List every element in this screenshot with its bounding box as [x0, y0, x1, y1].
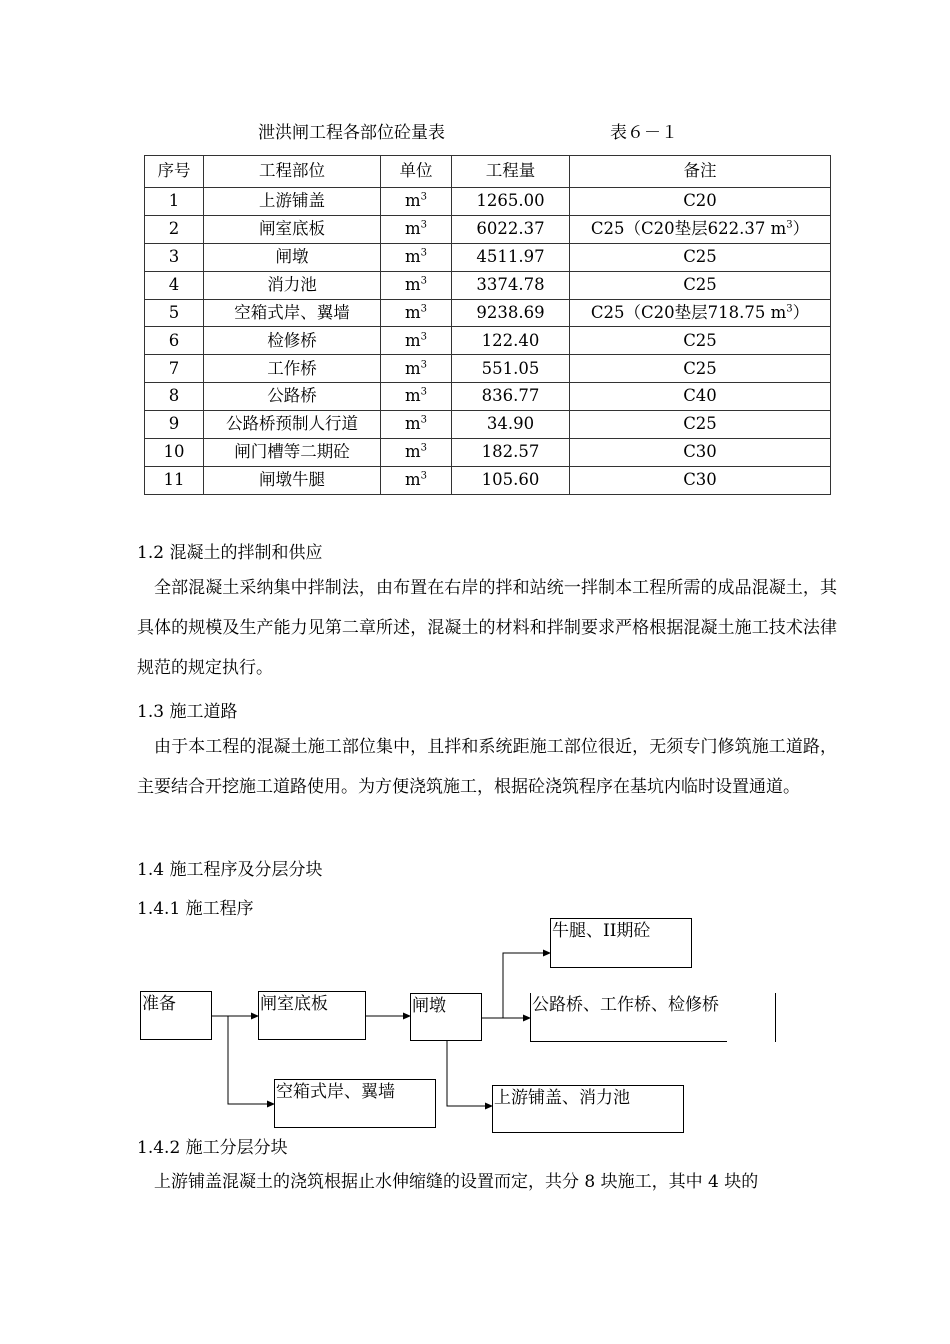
unit-power: 3 [420, 331, 428, 343]
flow-box-corbel: 牛腿、II期砼 [550, 918, 692, 968]
unit-base: m [404, 358, 421, 378]
flow-box-bridges-label: 公路桥、工作桥、检修桥 [532, 995, 719, 1015]
note-text: C30 [683, 442, 717, 462]
section-1-3-heading: 1.3 施工道路 [137, 702, 238, 722]
note-text: C25 [683, 330, 717, 350]
cell-no: 9 [145, 411, 204, 439]
unit-power: 3 [420, 219, 428, 231]
unit-base: m [404, 386, 421, 406]
section-1-4-2-body: 上游铺盖混凝土的浇筑根据止水伸缩缝的设置而定，共分 8 块施工，其中 4 块的 [154, 1172, 759, 1192]
note-close-paren: ） [792, 302, 810, 322]
unit-power: 3 [420, 191, 428, 203]
cell-quantity: 105.60 [452, 466, 570, 494]
cell-no: 3 [145, 243, 204, 271]
note-text: C25 [683, 274, 717, 294]
cell-part: 闸室底板 [204, 215, 381, 243]
section-1-2-heading: 1.2 混凝土的拌制和供应 [137, 543, 323, 563]
cell-quantity: 122.40 [452, 327, 570, 355]
section-1-4-1-heading: 1.4.1 施工程序 [137, 899, 254, 919]
cell-quantity: 6022.37 [452, 215, 570, 243]
cell-quantity: 1265.00 [452, 188, 570, 216]
note-text: C25 [683, 414, 717, 434]
unit-base: m [404, 414, 421, 434]
unit-base: m [404, 191, 421, 211]
cell-part: 公路桥预制人行道 [204, 411, 381, 439]
header-part: 工程部位 [204, 156, 381, 188]
cell-part: 公路桥 [204, 383, 381, 411]
cell-no: 1 [145, 188, 204, 216]
flow-box-apron: 上游铺盖、消力池 [492, 1085, 684, 1133]
header-note: 备注 [570, 156, 831, 188]
flow-box-bridges-underline [530, 1041, 727, 1042]
unit-power: 3 [420, 386, 428, 398]
note-close-paren: ） [792, 219, 810, 239]
section-1-3-body: 由于本工程的混凝土施工部位集中，且拌和系统距施工部位很近，无须专门修筑施工道路，主要结合开挖施工道路使用。为方便浇筑施工，根据砼浇筑程序在基坑内临时设置通道。 [137, 737, 837, 797]
unit-base: m [404, 246, 421, 266]
header-unit: 单位 [381, 156, 452, 188]
cell-part: 工作桥 [204, 355, 381, 383]
cell-quantity: 9238.69 [452, 299, 570, 327]
unit-power: 3 [420, 247, 428, 259]
header-quantity: 工程量 [452, 156, 570, 188]
note-unit-power: 3 [786, 303, 793, 315]
cell-no: 10 [145, 439, 204, 467]
table-number: 表６－１ [610, 123, 678, 143]
note-text: C30 [683, 470, 717, 490]
unit-base: m [404, 274, 421, 294]
flow-box-prep: 准备 [140, 991, 212, 1040]
unit-power: 3 [420, 303, 428, 315]
unit-power: 3 [420, 275, 428, 287]
flow-box-bridges [530, 993, 776, 1042]
cell-no: 5 [145, 299, 204, 327]
cell-quantity: 4511.97 [452, 243, 570, 271]
section-1-4-2-heading: 1.4.2 施工分层分块 [137, 1138, 288, 1158]
note-text: C25 [683, 358, 717, 378]
flow-box-slab: 闸室底板 [258, 991, 366, 1040]
unit-base: m [404, 330, 421, 350]
unit-base: m [404, 219, 421, 239]
section-1-4-heading: 1.4 施工程序及分层分块 [137, 860, 323, 880]
unit-base: m [404, 302, 421, 322]
header-no: 序号 [145, 156, 204, 188]
cell-part: 闸墩牛腿 [204, 466, 381, 494]
cell-part: 闸门槽等二期砼 [204, 439, 381, 467]
cell-part: 闸墩 [204, 243, 381, 271]
cell-no: 8 [145, 383, 204, 411]
cell-no: 4 [145, 271, 204, 299]
cell-quantity: 34.90 [452, 411, 570, 439]
arrow-pier-to-apron [447, 1040, 492, 1106]
note-unit-power: 3 [786, 219, 793, 231]
note-text: C25 [683, 246, 717, 266]
note-text: C40 [683, 386, 717, 406]
section-1-2-body: 全部混凝土采纳集中拌制法，由布置在右岸的拌和站统一拌制本工程所需的成品混凝土，其具体的规模及生产能力见第二章所述，混凝土的材料和拌制要求严格根据混凝土施工技术法律规范的规定执行。 [137, 578, 837, 678]
unit-power: 3 [420, 359, 428, 371]
cell-no: 6 [145, 327, 204, 355]
flow-box-wall: 空箱式岸、翼墙 [274, 1079, 436, 1128]
cell-quantity: 836.77 [452, 383, 570, 411]
note-text: C25（C20垫层718.75 m [590, 302, 787, 322]
unit-power: 3 [420, 414, 428, 426]
cell-no: 7 [145, 355, 204, 383]
note-text: C25（C20垫层622.37 m [590, 219, 787, 239]
note-text: C20 [683, 191, 717, 211]
flow-box-pier: 闸墩 [410, 993, 482, 1041]
unit-base: m [404, 442, 421, 462]
cell-part: 上游铺盖 [204, 188, 381, 216]
table-title: 泄洪闸工程各部位砼量表 [258, 123, 445, 143]
cell-quantity: 182.57 [452, 439, 570, 467]
unit-base: m [404, 470, 421, 490]
cell-part: 消力池 [204, 271, 381, 299]
unit-power: 3 [420, 442, 428, 454]
unit-power: 3 [420, 470, 428, 482]
cell-no: 2 [145, 215, 204, 243]
cell-part: 空箱式岸、翼墙 [204, 299, 381, 327]
cell-no: 11 [145, 466, 204, 494]
cell-part: 检修桥 [204, 327, 381, 355]
cell-quantity: 551.05 [452, 355, 570, 383]
cell-quantity: 3374.78 [452, 271, 570, 299]
